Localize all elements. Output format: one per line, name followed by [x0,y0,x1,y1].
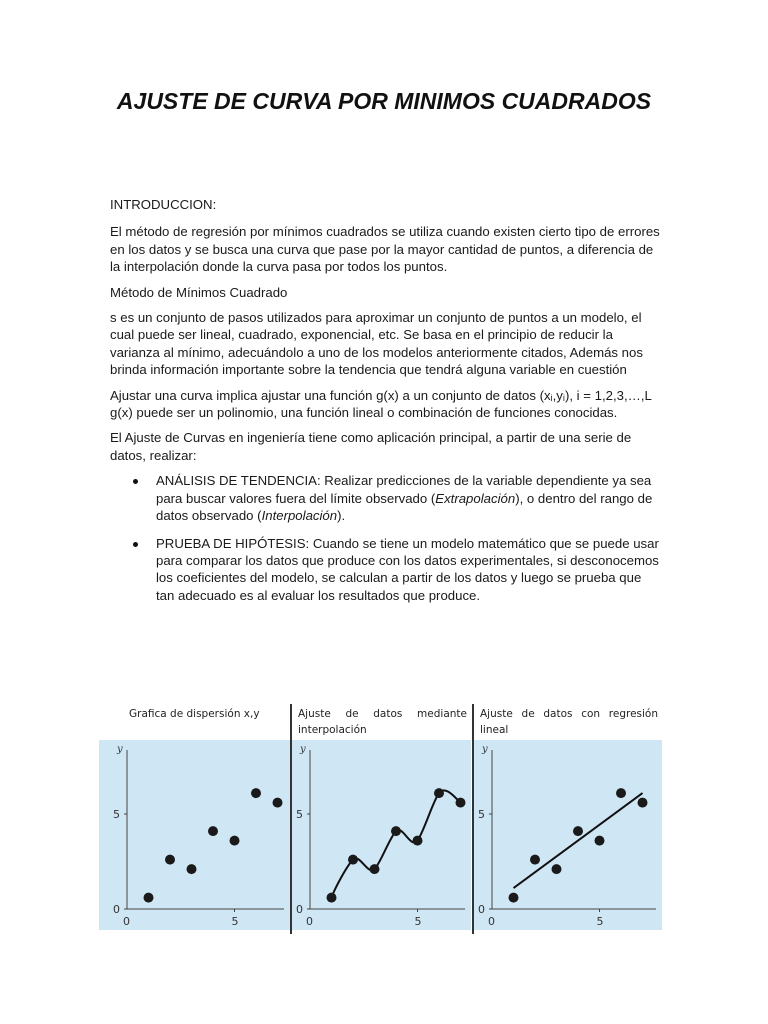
data-point [573,826,583,836]
data-point [165,855,175,865]
data-point [230,836,240,846]
y-axis-label: y [117,744,123,755]
data-point [434,788,444,798]
bullet-trend-interpolation: Interpolación [261,508,338,524]
plot-background [99,740,290,930]
bullet-dot [133,542,138,547]
x-tick-label: 0 [488,915,495,928]
plot-background [292,740,471,930]
y-tick-label: 0 [113,903,120,916]
data-point [273,798,283,808]
data-point [208,826,218,836]
bullet-trend-extrapolation: Extrapolación [435,490,516,506]
x-tick-label: 5 [596,915,604,928]
chart-interpolation [292,704,471,934]
y-tick-label: 0 [296,903,303,916]
data-point [413,836,423,846]
paragraph-method: s es un conjunto de pasos utilizados para aproximar un conjunto de puntos a un modelo, el cual puede ser lineal, cuadrado, exponencial, etc. Se basa en el principio de reducir la varianza al mínimo, adecuándolo a uno de los modelos anteriormente citados, Además nos brinda información importante sobre la tendencia que tendrá alguna variable en cuestión [110,310,643,378]
chart-regression-title: Ajuste de datos con regresión lineal [480,708,658,736]
y-axis-label: y [482,744,488,755]
bullet-hypothesis [110,535,662,605]
x-tick-label: 5 [414,915,422,928]
bullet-trend-post: ). [337,508,346,524]
data-point [616,788,626,798]
y-tick-label: 5 [113,808,120,821]
x-tick-label: 5 [231,915,239,928]
bullet-trend-pre: ANÁLISIS DE TENDENCIA: Realizar predicciones de la variable dependiente ya sea para buscar valores fuera del límite observado ( [156,473,652,506]
paragraph-applications: El Ajuste de Curvas en ingeniería tiene como aplicación principal, a partir de una serie de datos, realizar: [110,430,632,463]
data-point [595,836,605,846]
bullet-trend [110,472,662,524]
y-axis-label: y [300,744,306,755]
paragraph-intro: El método de regresión por mínimos cuadrados se utiliza cuando existen cierto tipo de errores en los datos y se busca una curva que pase por la mayor cantidad de puntos, a diferencia de la interpolación donde la curva pasa por todos los puntos. [110,224,660,275]
x-tick-label: 0 [123,915,130,928]
chart-regression [474,704,662,934]
page-title: AJUSTE DE CURVA POR MINIMOS CUADRADOS [116,88,652,114]
chart-scatter [99,704,290,934]
intro-heading: INTRODUCCION: [110,197,217,212]
method-heading: Método de Mínimos Cuadrado [110,284,288,300]
chart-scatter-title: Grafica de dispersión x,y [129,708,260,720]
paragraph-fit: Ajustar una curva implica ajustar una función g(x) a un conjunto de datos (xᵢ,yᵢ), i = 1,2,3,…,L g(x) puede ser un polinomio, una función lineal o combinación de funciones conocidas. [110,387,652,421]
data-point [456,798,466,808]
bullet-trend-mid: ), o dentro del rango de datos observado ( [156,490,653,524]
x-tick-label: 0 [306,915,313,928]
data-point [144,893,154,903]
data-point [187,864,197,874]
y-tick-label: 0 [478,903,485,916]
data-point [638,798,648,808]
chart-interpolation-title: Ajuste de datos mediante interpolación [298,708,467,736]
bullet-list [110,472,662,604]
data-point [552,864,562,874]
y-tick-label: 5 [296,808,303,821]
data-point [348,855,358,865]
data-point [251,788,261,798]
data-point [509,893,519,903]
data-point [530,855,540,865]
y-tick-label: 5 [478,808,485,821]
bullet-hypothesis-text: PRUEBA DE HIPÓTESIS: Cuando se tiene un modelo matemático que se puede usar para comparar los datos que produce con los datos experimentales, si desconocemos los coeficientes del modelo, se calculan a partir de los datos y luego se prueba que tan adecuado es al evaluar los resultados que produce. [156,535,659,603]
plot-background [474,740,662,930]
data-point [391,826,401,836]
figure-panel [99,704,662,934]
bullet-dot [133,479,138,484]
document-body [110,196,662,614]
data-point [370,864,380,874]
data-point [327,893,337,903]
